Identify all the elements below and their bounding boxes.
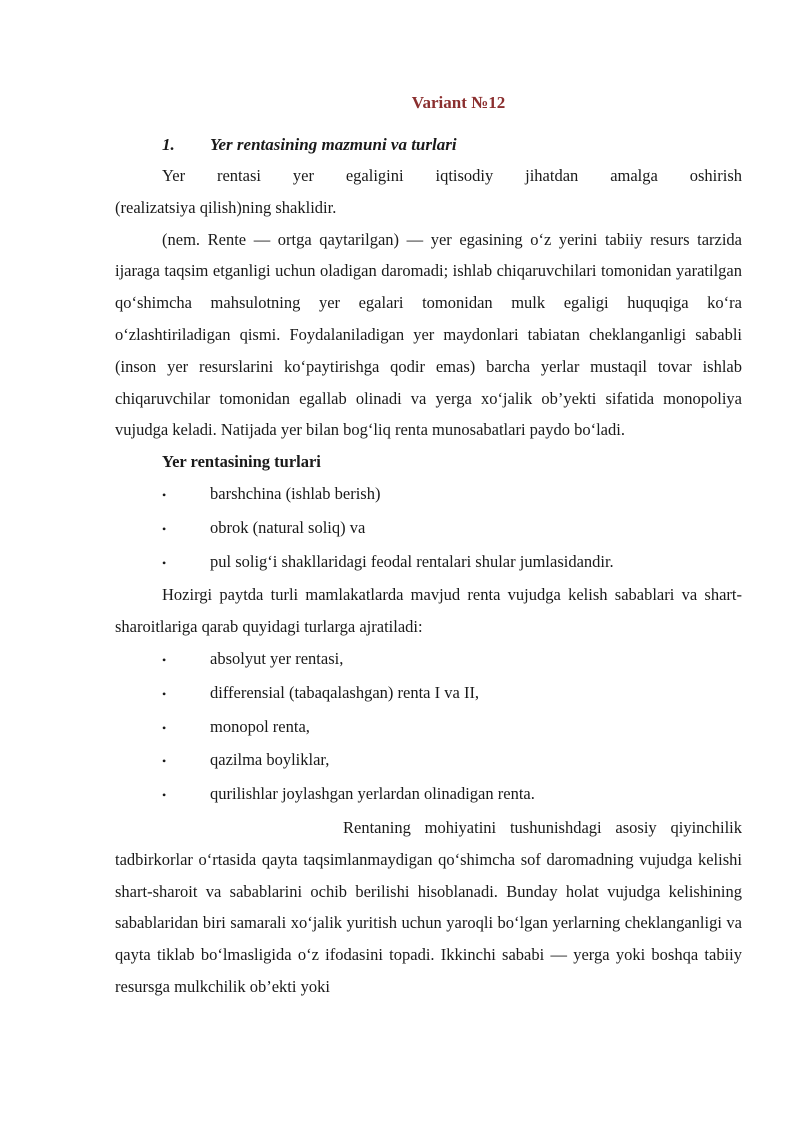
section-number: 1.: [162, 135, 175, 154]
list-item: • pul solig‘i shakllaridagi feodal rentalari shular jumlasidandir.: [115, 546, 742, 580]
subheading: Yer rentasining turlari: [162, 452, 321, 472]
bullet-icon: •: [162, 555, 167, 570]
rent-forms-list: [115, 478, 742, 579]
paragraph-1-line-1: Yer rentasi yer egaligini iqtisodiy jihatdan amalga oshirish: [162, 166, 742, 185]
paragraph-3: Hozirgi paytda turli mamlakatlarda mavjud renta vujudga kelish sabablari va shart-sharoitlariga qarab quyidagi turlarga ajratiladi:: [115, 585, 742, 637]
paragraph-1-line-2: (realizatsiya qilish)ning shaklidir.: [115, 197, 337, 217]
bullet-icon: •: [162, 754, 167, 769]
list-item: • differensial (tabaqalashgan) renta I va II,: [115, 677, 742, 711]
list-item: • obrok (natural soliq) va: [115, 512, 742, 546]
bullet-icon: •: [162, 521, 167, 536]
bullet-icon: •: [162, 652, 167, 667]
paragraph-2: (nem. Rente — ortga qaytarilgan) — yer egasining o‘z yerini tabiiy resurs tarzida ijaraga taqsim etganligi uchun oladigan daromadi; ishlab chiqaruvchilari tomonidan yaratilgan qo‘shimcha mahsulotning yer egalari tomonidan mulk egaligi huquqiga ko‘ra o‘zlashtiriladigan qismi. Foydalaniladigan yer maydonlari tabiatan cheklanganligi sababli (inson yer resurslarini ko‘paytirishga qodir emas) barcha yerlar mustaqil tovar ishlab chiqaruvchilar tomonidan egallab olinadi va yerga xo‘jalik ob’yekti sifatida monopoliya vujudga keladi. Natijada yer bilan bog‘liq renta munosabatlari paydo bo‘ladi.: [115, 229, 742, 440]
list-item: • absolyut yer rentasi,: [115, 643, 742, 677]
section-heading: [115, 130, 742, 160]
bullet-icon: •: [162, 686, 167, 701]
list-item: • qurilishlar joylashgan yerlardan olinadigan renta.: [115, 778, 742, 812]
rent-types-list: [115, 643, 742, 812]
bullet-icon: •: [162, 788, 167, 803]
bullet-icon: •: [162, 487, 167, 502]
paragraph-4: Rentaning mohiyatini tushunishdagi asosiy qiyinchilik tadbirkorlar o‘rtasida qayta taqsimlanmaydigan qo‘shimcha sof daromadning vujudga kelishi shart-sharoit va sabablarini ochib berilishi hisoblanadi. Bunday holat vujudga kelishining sabablaridan biri samarali xo‘jalik yuritish uchun yaroqli bo‘lgan yerlarning cheklanganligi va qayta tiklab bo‘lmasligida o‘z ifodasini topadi. Ikkinchi sababi — yerga yoki boshqa tabiiy resursga mulkchilik ob’ekti yoki: [115, 817, 742, 996]
section-heading-text: Yer rentasining mazmuni va turlari: [210, 135, 457, 154]
list-item: • monopol renta,: [115, 711, 742, 745]
list-item: • barshchina (ishlab berish): [115, 478, 742, 512]
page-title: Variant №12: [411, 93, 506, 112]
list-item: • qazilma boyliklar,: [115, 744, 742, 778]
document-page: [115, 88, 742, 1003]
bullet-icon: •: [162, 720, 167, 735]
